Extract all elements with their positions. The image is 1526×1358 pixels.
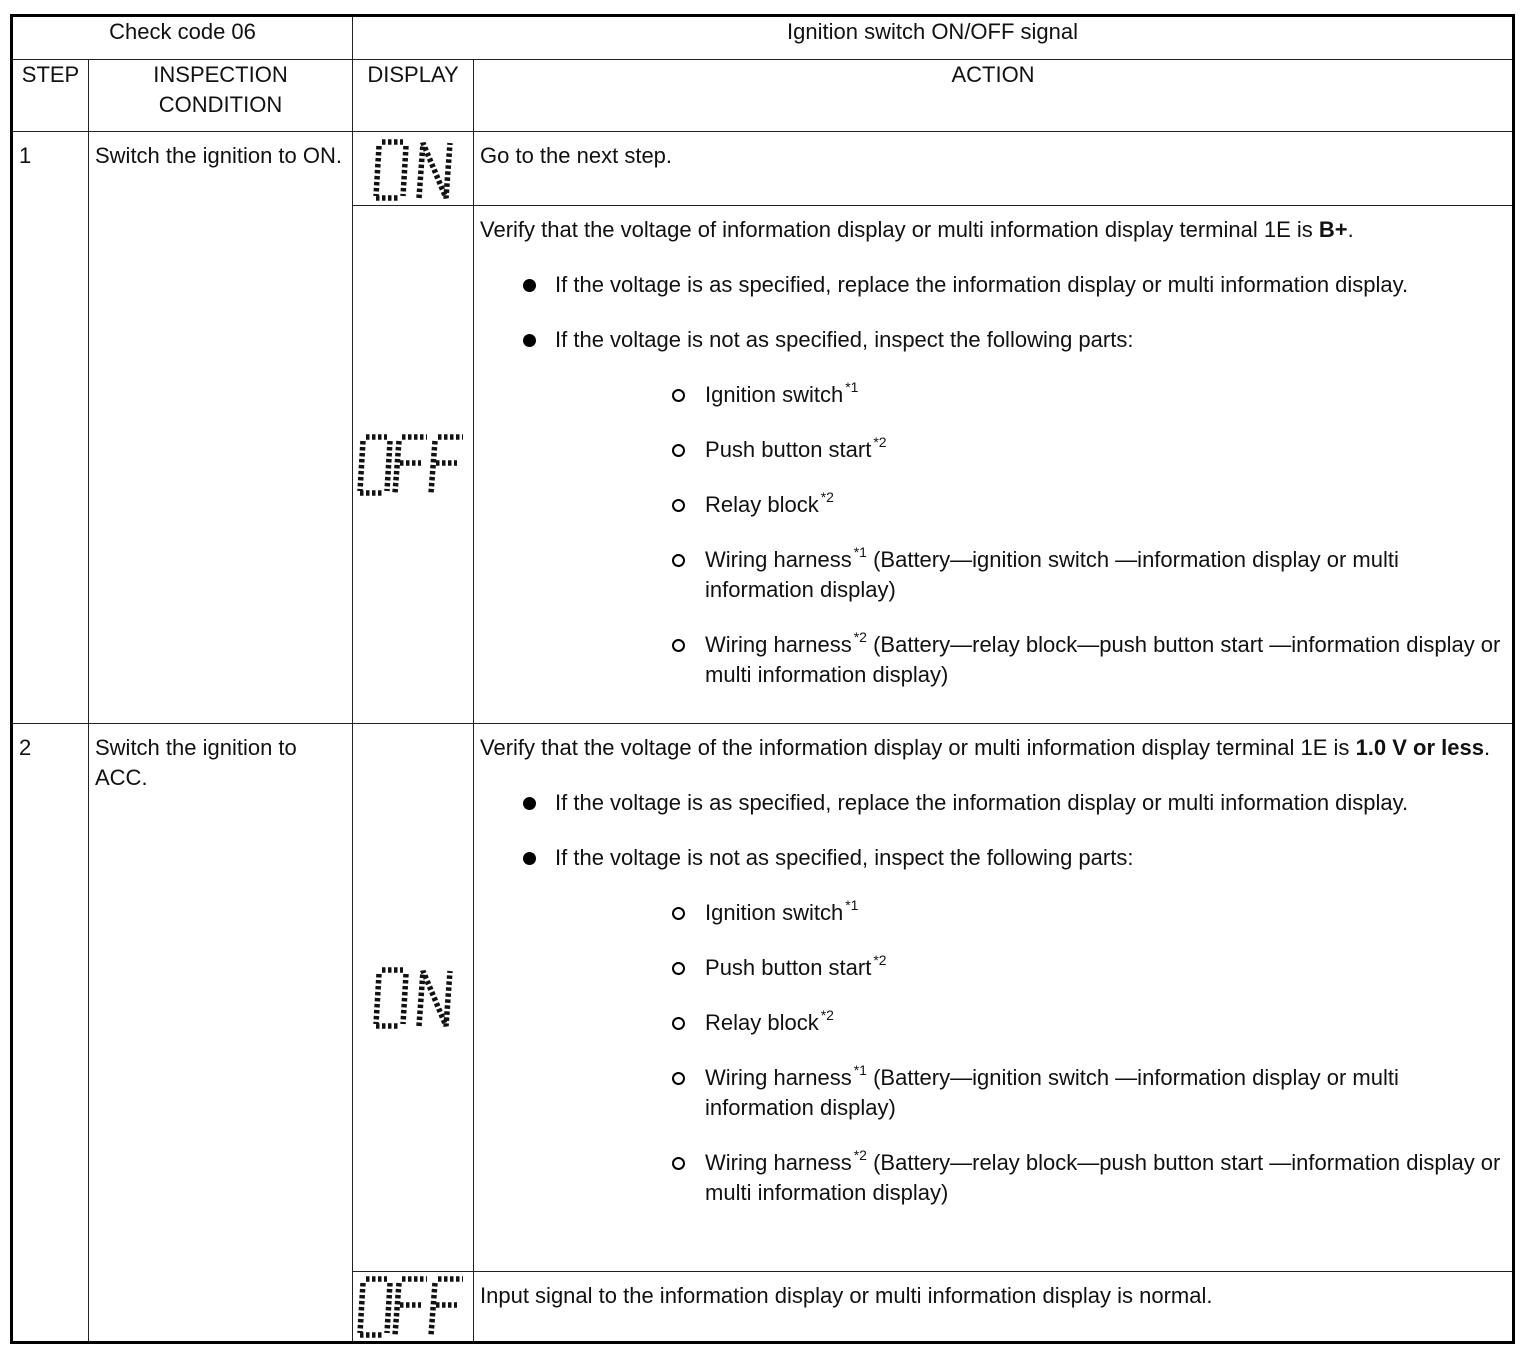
footnote-ref: *2 <box>873 951 887 968</box>
lcd-on-display <box>373 138 453 202</box>
action-end: . <box>1483 735 1491 760</box>
part-item <box>555 630 1506 690</box>
part-name: Ignition switch <box>705 382 844 407</box>
part-item <box>555 435 1506 465</box>
action-cell <box>474 1272 1514 1343</box>
action-cell <box>474 132 1514 206</box>
bullet-item: If the voltage is as specified, replace the information display or multi information display. <box>480 788 1506 818</box>
bullet-list <box>480 270 1506 690</box>
col-condition-line1: INSPECTION <box>153 62 288 87</box>
part-name: Relay block <box>705 1010 819 1035</box>
parts-list <box>555 898 1506 1208</box>
inspection-condition: Switch the ignition to ON. <box>89 132 353 724</box>
part-item <box>555 898 1506 928</box>
part-name: Ignition switch <box>705 900 844 925</box>
bullet-text: If the voltage is not as specified, inspect the following parts: <box>555 845 1134 870</box>
footnote-ref: *2 <box>820 1006 834 1023</box>
action-intro: Verify that the voltage of information display or multi information display terminal 1E is <box>480 217 1313 242</box>
part-name: Wiring harness <box>705 1150 852 1175</box>
footnote-ref: *1 <box>853 1061 867 1078</box>
col-step-header: STEP <box>12 60 89 132</box>
action-end: . <box>1347 217 1354 242</box>
part-name: Relay block <box>705 492 819 517</box>
spec-value: B+ <box>1318 217 1348 242</box>
part-name: Wiring harness <box>705 632 852 657</box>
col-display-header: DISPLAY <box>353 60 474 132</box>
action-text <box>480 215 1506 245</box>
action-cell <box>474 206 1514 724</box>
col-condition-header <box>89 60 353 132</box>
action-text: Go to the next step. <box>480 143 673 168</box>
part-detail: (Battery—relay block—push button start —information display or multi information display) <box>705 632 1501 687</box>
part-name: Wiring harness <box>705 1065 852 1090</box>
lcd-off-display <box>357 433 469 497</box>
part-detail: (Battery—ignition switch —information display or multi information display) <box>705 1065 1399 1120</box>
step-1-row-on <box>12 132 1514 206</box>
step-number: 2 <box>12 724 89 1343</box>
lcd-text: OFF <box>358 1276 360 1278</box>
display-cell <box>353 1272 474 1343</box>
part-item <box>555 490 1506 520</box>
part-detail: (Battery—ignition switch —information display or multi information display) <box>705 547 1399 602</box>
display-cell <box>353 132 474 206</box>
part-item <box>555 1063 1506 1123</box>
bullet-text: If the voltage is not as specified, inspect the following parts: <box>555 327 1134 352</box>
inspection-condition: Switch the ignition to ACC. <box>89 724 353 1343</box>
part-name: Push button start <box>705 437 872 462</box>
lcd-text: OFF <box>358 434 360 436</box>
footnote-ref: *2 <box>853 1146 867 1163</box>
step-2-row-on <box>12 724 1514 1272</box>
part-item <box>555 1148 1506 1208</box>
footnote-ref: *2 <box>873 433 887 450</box>
part-item <box>555 953 1506 983</box>
part-item <box>555 1008 1506 1038</box>
lcd-text: ON <box>374 140 376 141</box>
part-item <box>555 545 1506 605</box>
check-code-table <box>10 14 1515 1344</box>
bullet-item: If the voltage is as specified, replace the information display or multi information display. <box>480 270 1506 300</box>
lcd-on-display <box>373 966 453 1030</box>
footnote-ref: *1 <box>853 543 867 560</box>
footnote-ref: *1 <box>845 896 859 913</box>
part-name: Wiring harness <box>705 547 852 572</box>
column-header-row <box>12 60 1514 132</box>
action-cell <box>474 724 1514 1272</box>
spec-value: 1.0 V or less <box>1355 735 1484 760</box>
footnote-ref: *2 <box>853 628 867 645</box>
action-intro: Verify that the voltage of the information display or multi information display terminal 1E is <box>480 735 1350 760</box>
lcd-off-display <box>357 1275 469 1339</box>
action-text: Input signal to the information display or multi information display is normal. <box>480 1283 1213 1308</box>
display-cell <box>353 724 474 1272</box>
part-item <box>555 380 1506 410</box>
col-condition-line2: CONDITION <box>158 92 283 117</box>
bullet-item <box>480 843 1506 1208</box>
bullet-item <box>480 325 1506 690</box>
footnote-ref: *2 <box>820 488 834 505</box>
col-action-header: ACTION <box>474 60 1514 132</box>
step-number: 1 <box>12 132 89 724</box>
title-row <box>12 16 1514 60</box>
lcd-text: ON <box>374 967 376 969</box>
check-code-title: Check code 06 <box>12 16 353 60</box>
bullet-list <box>480 788 1506 1208</box>
part-name: Push button start <box>705 955 872 980</box>
signal-title: Ignition switch ON/OFF signal <box>353 16 1514 60</box>
display-cell <box>353 206 474 724</box>
parts-list <box>555 380 1506 690</box>
action-text <box>480 733 1506 763</box>
footnote-ref: *1 <box>845 378 859 395</box>
part-detail: (Battery—relay block—push button start —information display or multi information display) <box>705 1150 1501 1205</box>
